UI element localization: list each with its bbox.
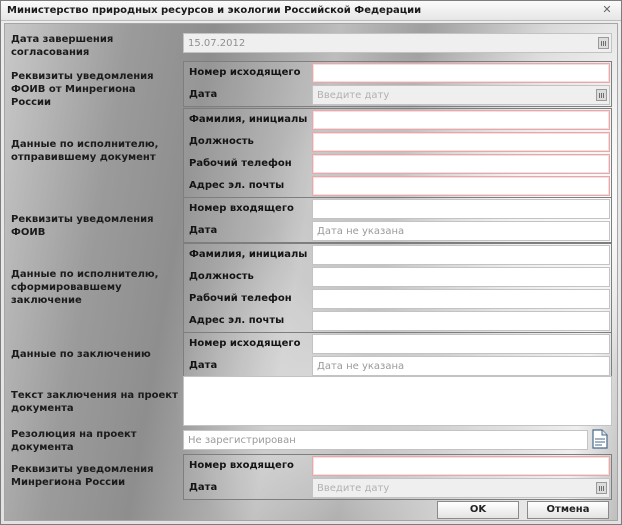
full-name-label: Фамилия, инициалы (189, 249, 308, 260)
phone-input[interactable] (312, 289, 610, 309)
completion-date-label: Дата завершения согласования (11, 34, 114, 58)
cancel-button[interactable]: Отмена (527, 501, 609, 519)
form-area (4, 23, 618, 521)
title-bar (1, 1, 621, 21)
foiv-reg-label: Реквизиты уведомления ФОИВ (11, 214, 154, 238)
conclusion-text-label: Текст заключения на проект документа (11, 390, 178, 414)
phone-label: Рабочий телефон (189, 293, 292, 304)
phone-label: Рабочий телефон (189, 158, 292, 169)
date-input[interactable] (312, 478, 610, 498)
date-input[interactable]: Дата не указана (312, 221, 610, 241)
email-label: Адрес эл. почты (189, 180, 285, 191)
full-name-input[interactable] (312, 245, 610, 265)
resolution-label: Резолюция на проект документа (11, 429, 137, 453)
conclusion-text-area[interactable] (183, 376, 612, 426)
window-title: Министерство природных ресурсов и экологии Российской Федерации (7, 5, 422, 16)
calendar-icon[interactable] (598, 37, 609, 49)
incoming-number-label: Номер входящего (189, 460, 294, 471)
date-label: Дата (189, 482, 218, 493)
date-input[interactable]: Дата не указана (312, 356, 610, 376)
foiv-notice-group (183, 61, 612, 107)
completion-date-field[interactable] (183, 33, 612, 53)
date-label: Дата (189, 225, 218, 236)
minregion-notice-group (183, 454, 612, 500)
date-placeholder: Введите дату (317, 483, 390, 494)
document-icon[interactable] (591, 429, 609, 449)
resolution-field[interactable]: Не зарегистрирован (183, 430, 588, 450)
outgoing-number-input[interactable] (312, 334, 610, 354)
incoming-number-input[interactable] (312, 199, 610, 219)
sender-label: Данные по исполнителю, отправившему документ (11, 139, 159, 163)
foiv-reg-group (183, 197, 612, 243)
full-name-input[interactable] (312, 110, 610, 130)
incoming-number-label: Номер входящего (189, 203, 294, 214)
conclusion-author-group (183, 243, 612, 333)
email-label: Адрес эл. почты (189, 315, 285, 326)
close-icon[interactable]: ✕ (602, 3, 612, 16)
outgoing-number-input[interactable] (312, 63, 610, 83)
incoming-number-input[interactable] (312, 456, 610, 476)
phone-input[interactable] (312, 154, 610, 174)
position-input[interactable] (312, 132, 610, 152)
conclusion-author-label: Данные по исполнителю, сформировавшему заключение (11, 269, 159, 306)
email-input[interactable] (312, 176, 610, 196)
date-label: Дата (189, 360, 218, 371)
position-label: Должность (189, 136, 254, 147)
calendar-icon[interactable] (596, 89, 607, 101)
foiv-notice-label: Реквизиты уведомления ФОИВ от Минрегиона России (11, 71, 154, 108)
date-placeholder: Введите дату (317, 90, 390, 101)
full-name-label: Фамилия, инициалы (189, 114, 308, 125)
conclusion-label: Данные по заключению (11, 349, 151, 360)
ok-button[interactable]: OK (437, 501, 519, 519)
sender-group (183, 108, 612, 198)
date-input[interactable] (312, 85, 610, 105)
position-input[interactable] (312, 267, 610, 287)
minregion-notice-label: Реквизиты уведомления Минрегиона России (11, 464, 154, 488)
conclusion-group (183, 332, 612, 378)
outgoing-number-label: Номер исходящего (189, 67, 301, 78)
position-label: Должность (189, 271, 254, 282)
email-input[interactable] (312, 311, 610, 331)
completion-date-value: 15.07.2012 (188, 38, 246, 49)
outgoing-number-label: Номер исходящего (189, 338, 301, 349)
date-label: Дата (189, 89, 218, 100)
calendar-icon[interactable] (596, 482, 607, 494)
